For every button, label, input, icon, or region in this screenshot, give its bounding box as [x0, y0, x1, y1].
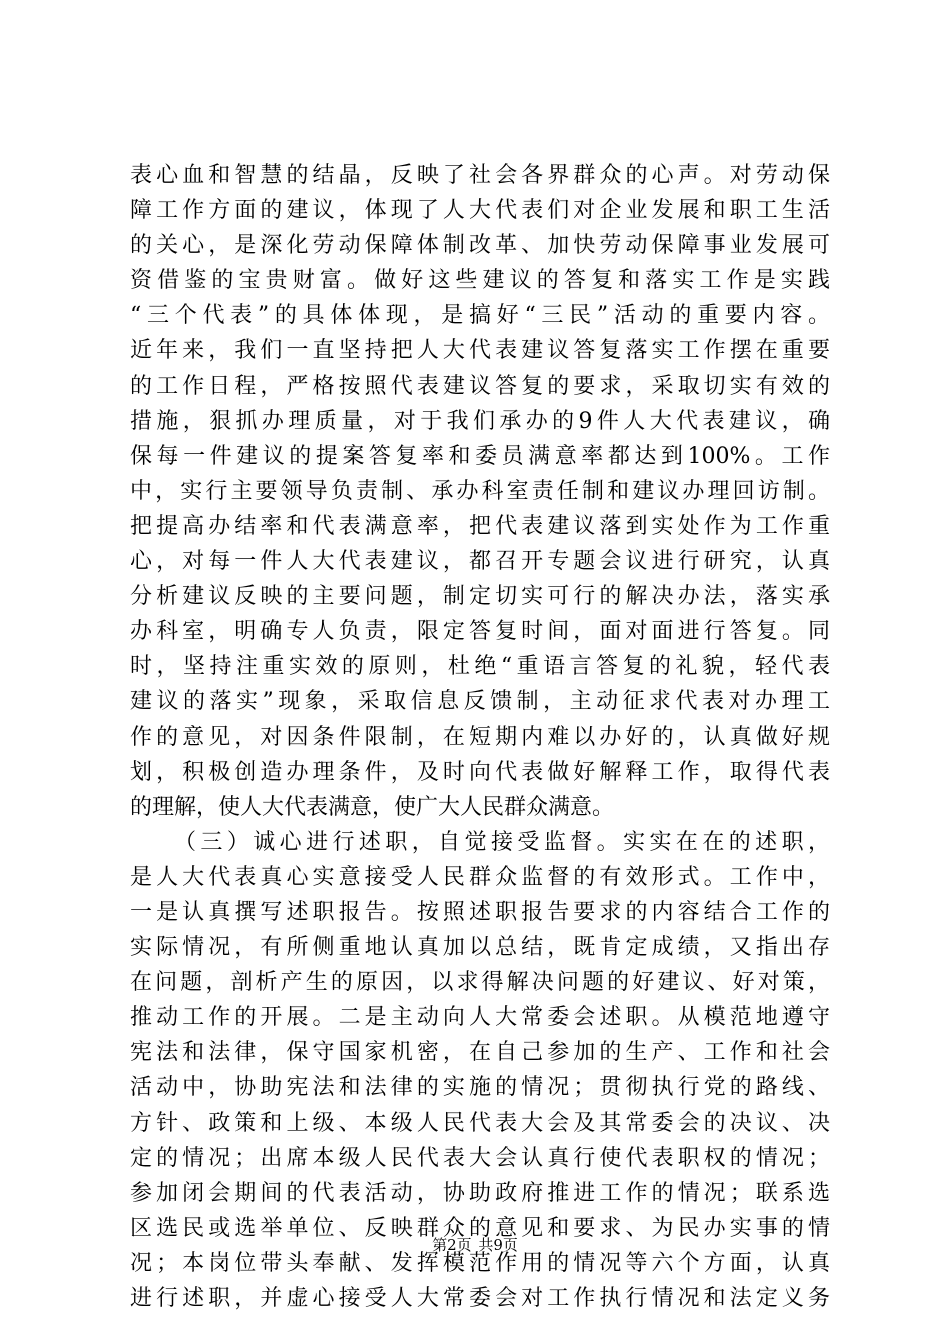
text-line-6: 近年来，我们一直坚持把人大代表建议答复落实工作摆在重要: [130, 338, 830, 364]
page-total: 共9页: [478, 1236, 518, 1254]
text-line-21: 是人大代表真心实意接受人民群众监督的有效形式。工作中，: [130, 864, 830, 890]
text-line-19: 的理解，使人大代表满意，使广大人民群众满意。: [130, 794, 615, 820]
text-line-22: 一是认真撰写述职报告。按照述职报告要求的内容结合工作的: [130, 899, 830, 925]
text-line-28: 方针、政策和上级、本级人民代表大会及其常委会的决议、决: [130, 1110, 830, 1136]
text-line-16: 建议的落实”现象，采取信息反馈制，主动征求代表对办理工: [130, 689, 830, 715]
document-body: [130, 158, 830, 1316]
text-line-7: 的工作日程，严格按照代表建议答复的要求，采取切实有效的: [130, 373, 830, 399]
text-line-31: 区选民或选举单位、反映群众的意见和要求、为民办实事的情: [130, 1215, 830, 1241]
text-line-12: 心，对每一件人大代表建议，都召开专题会议进行研究，认真: [130, 549, 830, 575]
text-line-26: 宪法和法律，保守国家机密，在自己参加的生产、工作和社会: [130, 1040, 830, 1066]
page-number: 第2页: [432, 1236, 472, 1254]
text-line-24: 在问题，剖析产生的原因，以求得解决问题的好建议、好对策，: [130, 970, 830, 996]
text-line-14: 办科室，明确专人负责，限定答复时间，面对面进行答复。同: [130, 619, 830, 645]
text-line-2: 障工作方面的建议，体现了人大代表们对企业发展和职工生活: [130, 198, 830, 224]
text-line-20: （三）诚心进行述职，自觉接受监督。实实在在的述职，: [174, 829, 830, 855]
text-line-4: 资借鉴的宝贵财富。做好这些建议的答复和落实工作是实践: [130, 268, 830, 294]
text-line-9: 保每一件建议的提案答复率和委员满意率都达到100%。工作: [130, 443, 830, 469]
text-line-3: 的关心，是深化劳动保障体制改革、加快劳动保障事业发展可: [130, 233, 830, 259]
text-line-27: 活动中，协助宪法和法律的实施的情况；贯彻执行党的路线、: [130, 1075, 830, 1101]
text-line-18: 划，积极创造办理条件，及时向代表做好解释工作，取得代表: [130, 759, 830, 785]
text-line-13: 分析建议反映的主要问题，制定切实可行的解决办法，落实承: [130, 584, 830, 610]
text-line-8: 措施，狠抓办理质量，对于我们承办的9件人大代表建议，确: [130, 408, 830, 434]
text-line-1: 表心血和智慧的结晶，反映了社会各界群众的心声。对劳动保: [130, 163, 830, 188]
text-line-5: “三个代表”的具体体现，是搞好“三民”活动的重要内容。: [130, 303, 830, 329]
text-line-17: 作的意见，对因条件限制，在短期内难以办好的，认真做好规: [130, 724, 830, 750]
text-line-23: 实际情况，有所侧重地认真加以总结，既肯定成绩，又指出存: [130, 935, 830, 961]
text-line-32: 况；本岗位带头奉献、发挥模范作用的情况等六个方面，认真: [130, 1250, 830, 1276]
page-footer: [0, 1235, 950, 1255]
text-line-11: 把提高办结率和代表满意率，把代表建议落到实处作为工作重: [130, 513, 830, 539]
text-line-10: 中，实行主要领导负责制、承办科室责任制和建议办理回访制。: [130, 478, 830, 504]
text-line-33: 进行述职，并虚心接受人大常委会对工作执行情况和法定义务: [130, 1286, 830, 1311]
text-line-29: 定的情况；出席本级人民代表大会认真行使代表职权的情况；: [130, 1145, 830, 1171]
text-line-30: 参加闭会期间的代表活动，协助政府推进工作的情况；联系选: [130, 1180, 830, 1206]
text-line-15: 时，坚持注重实效的原则，杜绝“重语言答复的礼貌，轻代表: [130, 654, 830, 680]
text-line-25: 推动工作的开展。二是主动向人大常委会述职。从模范地遵守: [130, 1005, 830, 1031]
